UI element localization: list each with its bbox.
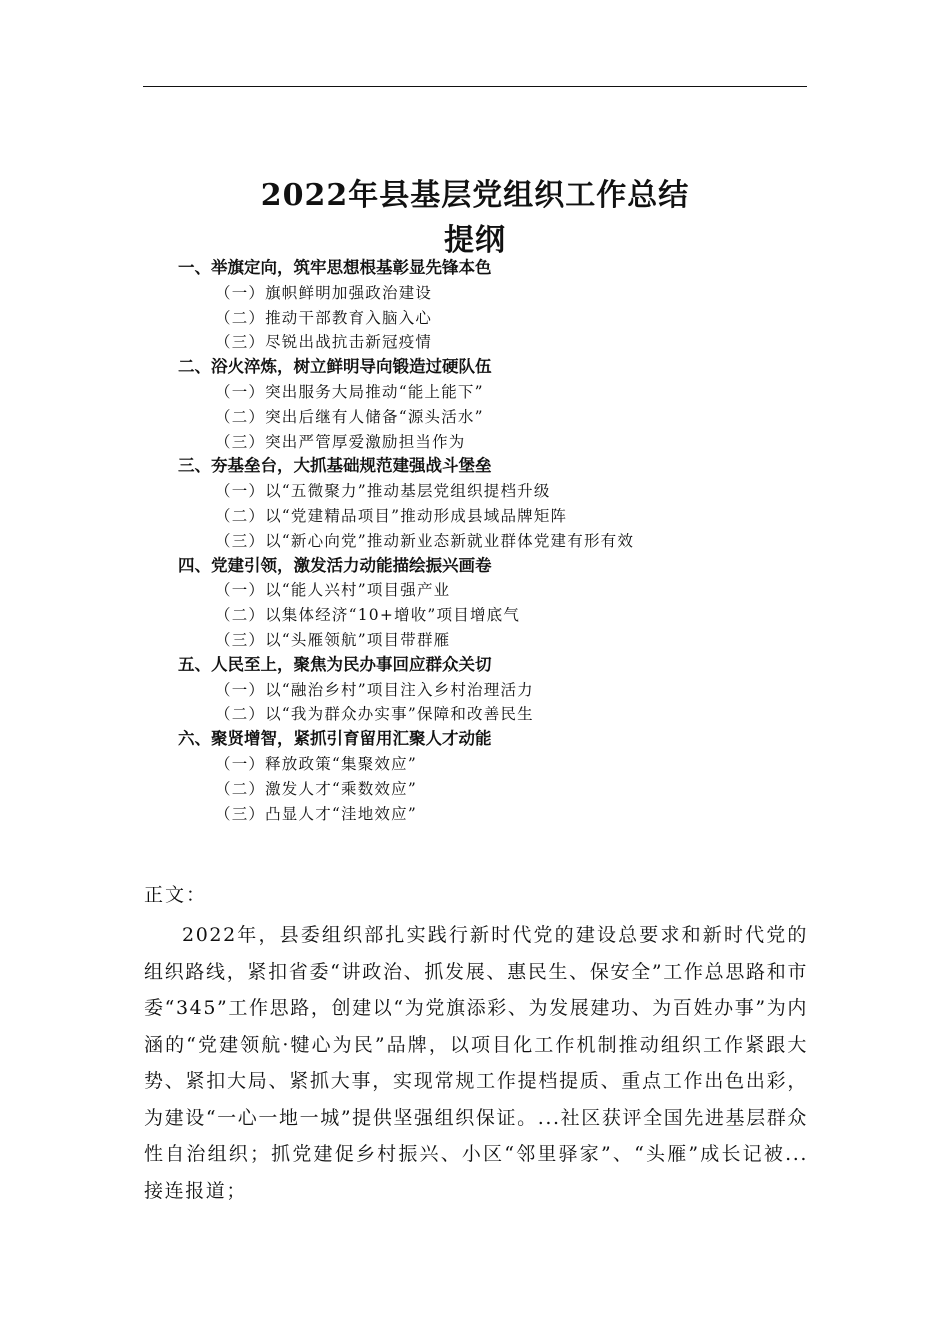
section-heading: 四、党建引领，激发活力动能描绘振兴画卷 [178,555,492,575]
subsection-item: （二）突出后继有人储备“源头活水” [215,407,484,426]
subsection-item: （二）以“我为群众办实事”保障和改善民生 [215,705,534,724]
subsection-item: （三）尽锐出战抗击新冠疫情 [215,333,433,352]
outline-section [178,454,818,553]
subsection-item: （三）以“头雁领航”项目带群雁 [215,630,451,649]
section-heading: 六、聚贤增智，紧抓引育留用汇聚人才动能 [178,729,492,749]
section-heading: 二、浴火淬炼，树立鲜明导向锻造过硬队伍 [178,357,492,377]
subsection-item: （二）推动干部教育入脑入心 [215,308,433,327]
document-title: 2022年县基层党组织工作总结 [260,178,690,213]
subsection-item: （三）凸显人才“洼地效应” [215,804,417,823]
subsection-item: （三）以“新心向党”推动新业态新就业群体党建有形有效 [215,531,635,550]
outline-section [178,727,818,826]
outline [178,256,818,826]
subsection-item: （一）以“融治乡村”项目注入乡村治理活力 [215,680,534,699]
header-rule [143,86,807,87]
subsection-item: （二）以集体经济“10+增收”项目增底气 [215,606,521,625]
document-subtitle: 提纲 [444,223,506,258]
section-heading: 五、人民至上，聚焦为民办事回应群众关切 [178,654,492,674]
subsection-item: （一）以“五微聚力”推动基层党组织提档升级 [215,482,551,501]
outline-section [178,256,818,355]
section-heading: 一、举旗定向，筑牢思想根基彰显先锋本色 [178,258,492,277]
subsection-item: （二）以“党建精品项目”推动形成县域品牌矩阵 [215,506,568,525]
outline-section [178,554,818,653]
outline-section [178,355,818,454]
body-paragraph: 2022年，县委组织部扎实践行新时代党的建设总要求和新时代党的组织路线，紧扣省委“讲政治、抓发展、惠民生、保安全”工作总思路和市委“345”工作思路，创建以“为党旗添彩、为发展建功、为百姓办事”为内涵的“党建领航·犍心为民”品牌，以项目化工作机制推动组织工作紧跟大势、紧扣大局、紧抓大事，实现常规工作提档提质、重点工作出色出彩，为建设“一心一地一城”提供坚强组织保证。...社区获评全国先进基层群众性自治组织；抓党建促乡村振兴、小区“邻里驿家”、“头雁”成长记被...接连报道； [144,924,808,1202]
subsection-item: （一）突出服务大局推动“能上能下” [215,382,484,401]
subsection-item: （一）以“能人兴村”项目强产业 [215,581,451,600]
section-heading: 三、夯基垒台，大抓基础规范建强战斗堡垒 [178,456,492,476]
subsection-item: （一）旗帜鲜明加强政治建设 [215,283,433,302]
subsection-item: （二）激发人才“乘数效应” [215,779,417,798]
body-label: 正文： [144,884,208,906]
outline-section [178,653,818,727]
subsection-item: （一）释放政策“集聚效应” [215,754,417,773]
subsection-item: （三）突出严管厚爱激励担当作为 [215,432,466,451]
